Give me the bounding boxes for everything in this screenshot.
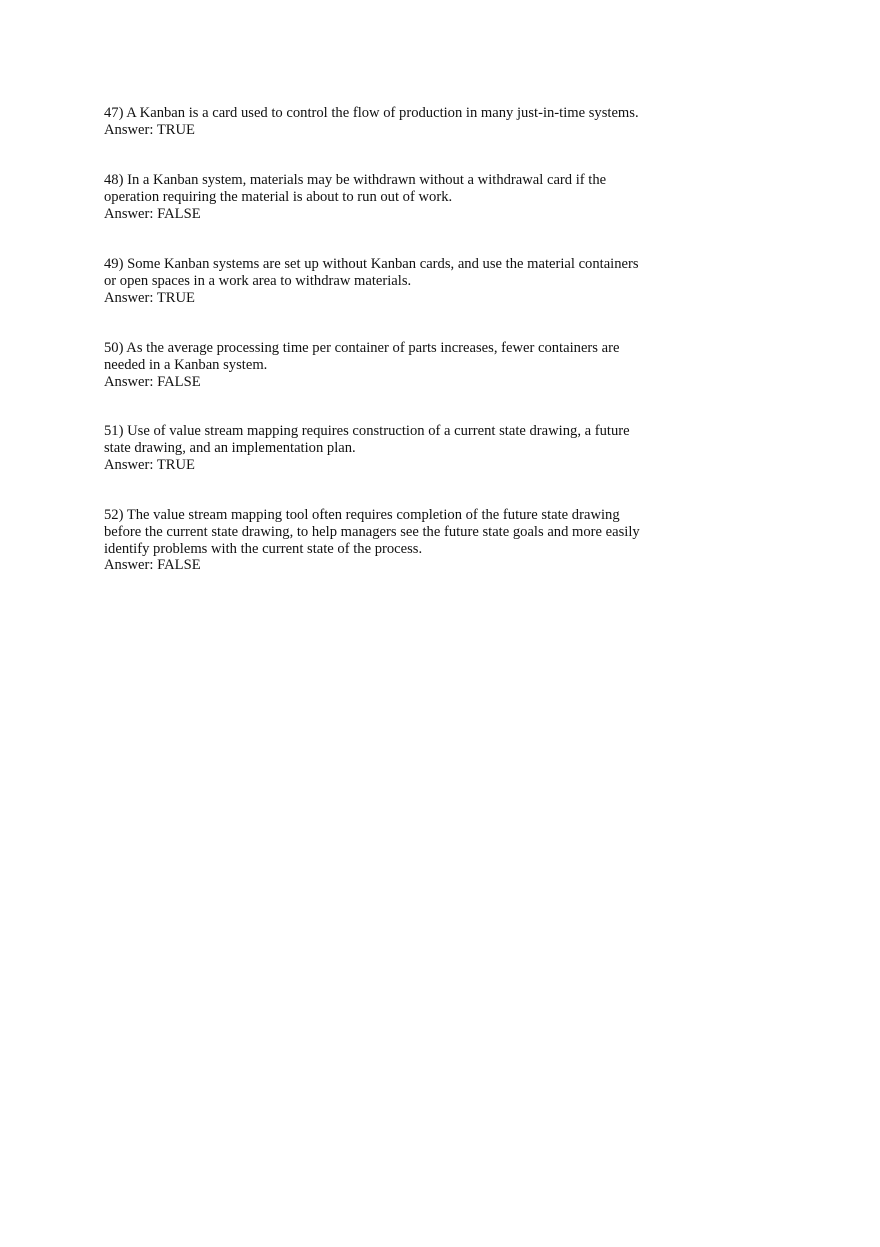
question-48 [104, 172, 664, 222]
question-text: needed in a Kanban system. [104, 356, 268, 373]
question-47 [104, 105, 664, 139]
question-text: state drawing, and an implementation plan. [104, 439, 356, 456]
question-text: 48) In a Kanban system, materials may be withdrawn without a withdrawal card if the [104, 172, 607, 188]
answer-text: Answer: FALSE [104, 205, 201, 222]
question-text: 52) The value stream mapping tool often requires completion of the future state drawing [104, 507, 620, 523]
answer-text: Answer: FALSE [104, 373, 201, 390]
question-text: 50) As the average processing time per container of parts increases, fewer containers are [104, 340, 620, 356]
question-text: identify problems with the current state of the process. [104, 540, 423, 557]
question-50 [104, 340, 664, 390]
answer-text: Answer: TRUE [104, 289, 195, 306]
question-text: 51) Use of value stream mapping requires construction of a current state drawing, a future [104, 423, 630, 439]
question-text: 47) A Kanban is a card used to control the flow of production in many just-in-time systems. [104, 105, 639, 121]
question-text: operation requiring the material is about to run out of work. [104, 188, 453, 205]
question-text: before the current state drawing, to help managers see the future state goals and more easily [104, 523, 640, 540]
question-text: 49) Some Kanban systems are set up without Kanban cards, and use the material containers [104, 256, 639, 272]
answer-text: Answer: TRUE [104, 121, 195, 138]
answer-text: Answer: TRUE [104, 456, 195, 473]
question-51 [104, 423, 664, 473]
question-text: or open spaces in a work area to withdraw materials. [104, 272, 412, 289]
question-49 [104, 256, 664, 306]
answer-text: Answer: FALSE [104, 557, 201, 574]
question-52 [104, 507, 664, 574]
